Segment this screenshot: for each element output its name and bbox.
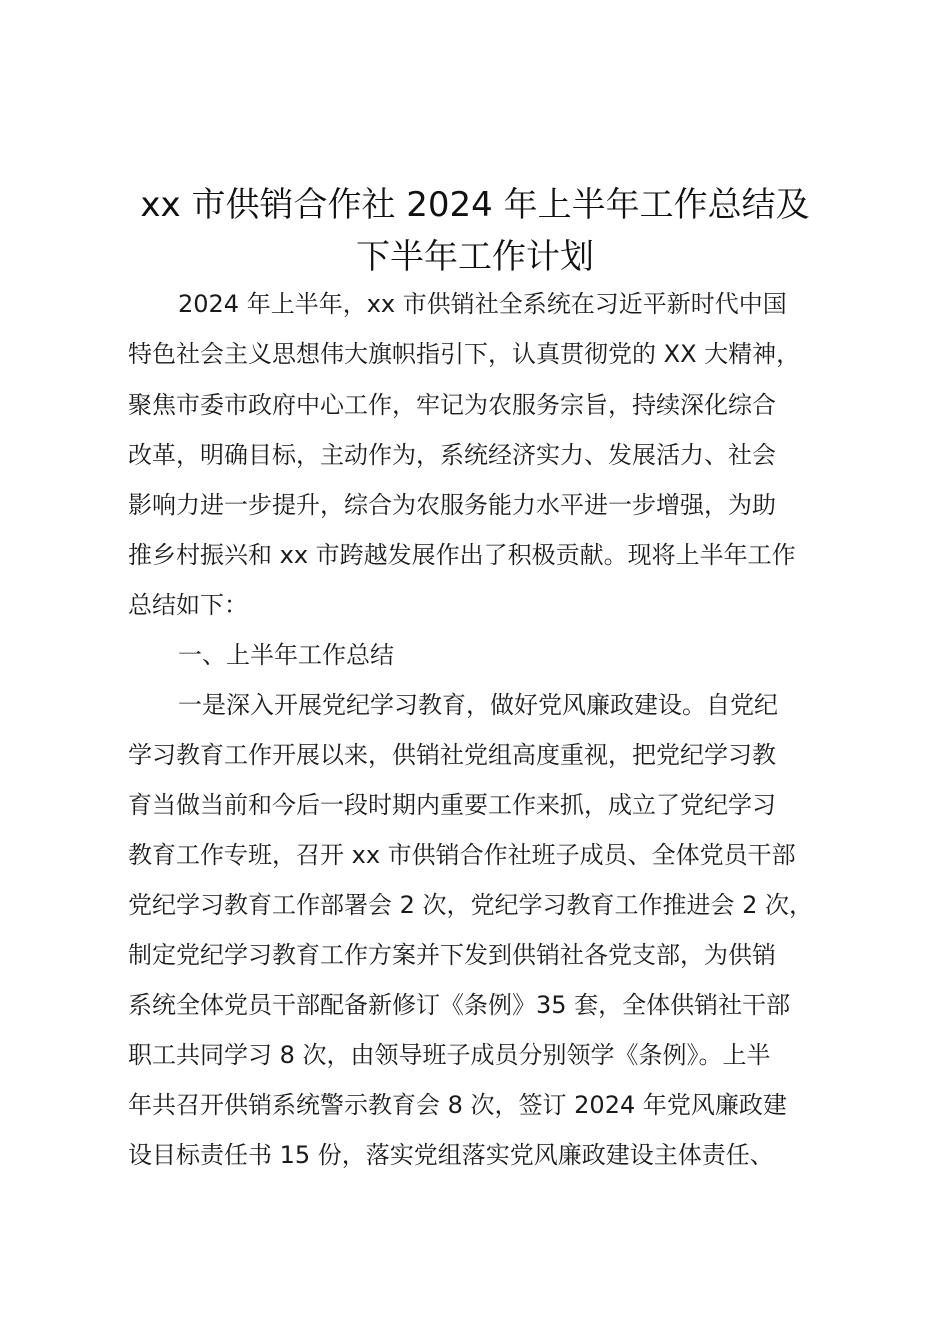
paragraph-line: 制定党纪学习教育工作方案并下发到供销社各党支部，为供销 bbox=[128, 941, 776, 969]
section-heading: 一、上半年工作总结 bbox=[178, 641, 394, 669]
paragraph-line: 改革，明确目标，主动作为，系统经济实力、发展活力、社会 bbox=[128, 441, 776, 469]
paragraph-line: 总结如下： bbox=[128, 591, 248, 619]
paragraph-line: 职工共同学习 8 次，由领导班子成员分别领学《条例》。上半 bbox=[128, 1041, 771, 1069]
paragraph-line: 年共召开供销系统警示教育会 8 次，签订 2024 年党风廉政建 bbox=[128, 1091, 787, 1119]
paragraph-line: 2024 年上半年，xx 市供销社全系统在习近平新时代中国 bbox=[178, 290, 787, 318]
paragraph-line: 育当做当前和今后一段时期内重要工作来抓，成立了党纪学习 bbox=[128, 791, 776, 819]
document-title-line-1: xx 市供销合作社 2024 年上半年工作总结及 bbox=[140, 185, 810, 225]
paragraph-line: 特色社会主义思想伟大旗帜指引下，认真贯彻党的 XX 大精神， bbox=[128, 340, 801, 368]
paragraph-line: 设目标责任书 15 份，落实党组落实党风廉政建设主体责任、 bbox=[128, 1141, 774, 1169]
paragraph-line: 聚焦市委市政府中心工作，牢记为农服务宗旨，持续深化综合 bbox=[128, 391, 776, 419]
paragraph-line: 推乡村振兴和 xx 市跨越发展作出了积极贡献。现将上半年工作 bbox=[128, 541, 796, 569]
document-title-line-2: 下半年工作计划 bbox=[356, 237, 594, 277]
paragraph-line: 学习教育工作开展以来，供销社党组高度重视，把党纪学习教 bbox=[128, 741, 776, 769]
paragraph-line: 党纪学习教育工作部署会 2 次，党纪学习教育工作推进会 2 次， bbox=[128, 891, 814, 919]
paragraph-line: 影响力进一步提升，综合为农服务能力水平进一步增强，为助 bbox=[128, 491, 776, 519]
paragraph-line: 教育工作专班，召开 xx 市供销合作社班子成员、全体党员干部 bbox=[128, 841, 796, 869]
paragraph-line: 系统全体党员干部配备新修订《条例》35 套，全体供销社干部 bbox=[128, 991, 791, 1019]
paragraph-line: 一是深入开展党纪学习教育，做好党风廉政建设。自党纪 bbox=[178, 691, 778, 719]
